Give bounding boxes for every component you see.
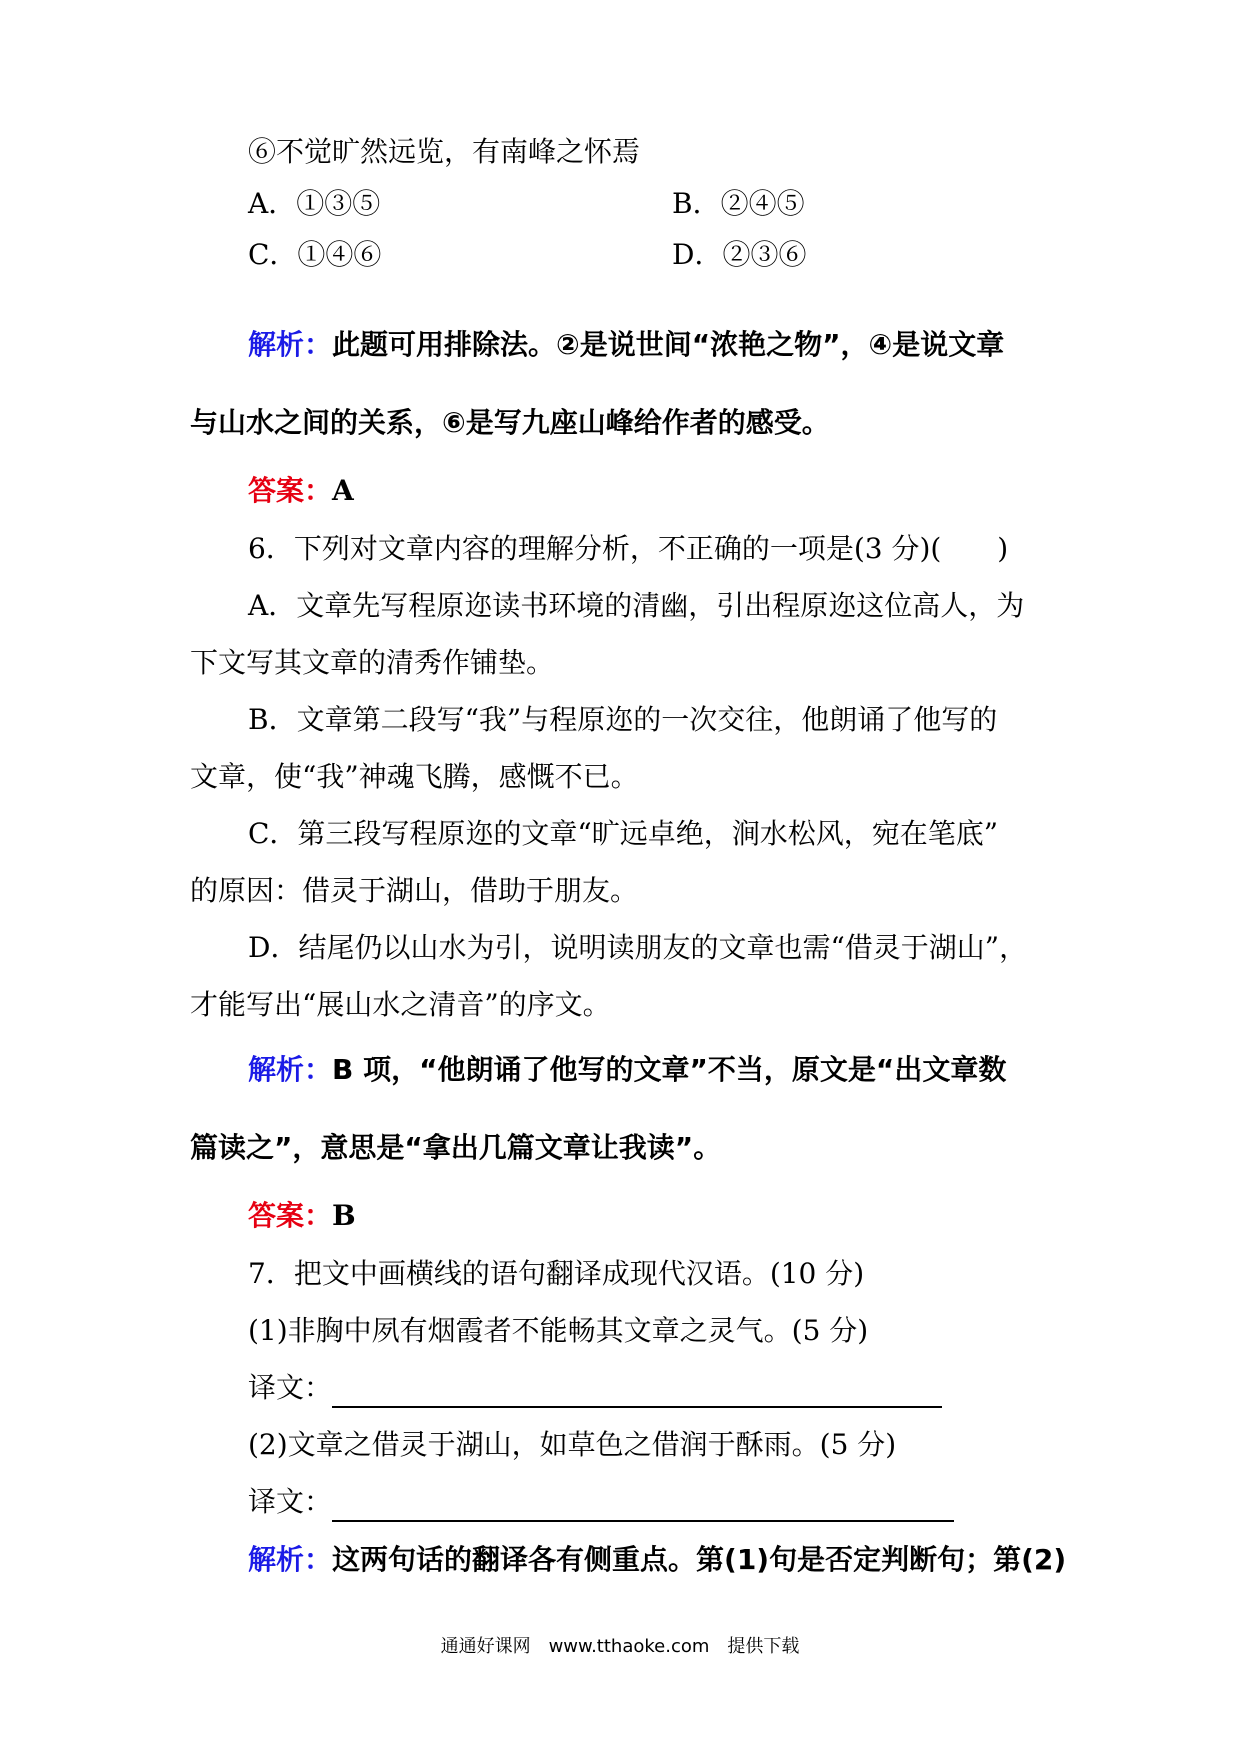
q6-option-b-line-b: 文章，使“我”神魂飞腾，感慨不已。 — [190, 760, 639, 793]
answer-blank-1[interactable] — [332, 1376, 942, 1408]
analysis-text: 这两句话的翻译各有侧重点。第(1)句是否定判断句；第(2) — [332, 1543, 1067, 1576]
q6-option-c-line-a: C．第三段写程原迩的文章“旷远卓绝，涧水松风，宛在笔底” — [248, 817, 999, 850]
question-7: 7．把文中画横线的语句翻译成现代汉语。(10 分) — [248, 1257, 865, 1290]
analysis-label: 解析： — [248, 1053, 333, 1086]
translation-2 — [248, 1482, 954, 1522]
choice-a: A．①③⑤ — [248, 187, 381, 220]
translation-label: 译文： — [248, 1485, 333, 1518]
translation-1 — [248, 1368, 942, 1408]
page-footer: 通通好课网 www.tthaoke.com 提供下载 — [440, 1636, 800, 1657]
analysis-text: 篇读之”，意思是“拿出几篇文章让我读”。 — [190, 1131, 722, 1164]
question-7-part-2: (2)文章之借灵于湖山，如草色之借润于酥雨。(5 分) — [248, 1428, 897, 1461]
analysis-label: 解析： — [248, 328, 333, 361]
q6-option-a-line-a: A．文章先写程原迩读书环境的清幽，引出程原迩这位高人，为 — [248, 589, 1025, 622]
q6-option-d-line-b: 才能写出“展山水之清音”的序文。 — [190, 988, 611, 1021]
answer-blank-2[interactable] — [332, 1490, 954, 1522]
q6-option-b-line-a: B．文章第二段写“我”与程原迩的一次交往，他朗诵了他写的 — [248, 703, 998, 736]
translation-label: 译文： — [248, 1371, 333, 1404]
answer-label: 答案： — [248, 1199, 333, 1232]
choice-d: D．②③⑥ — [672, 238, 807, 271]
q6-option-a-line-b: 下文写其文章的清秀作铺垫。 — [190, 646, 555, 679]
answer-value: B — [332, 1199, 356, 1232]
answer-1 — [248, 471, 354, 511]
analysis-1-line-a — [248, 325, 1004, 365]
analysis-label: 解析： — [248, 1543, 333, 1576]
answer-2 — [248, 1196, 356, 1236]
answer-label: 答案： — [248, 474, 333, 507]
choice-c: C．①④⑥ — [248, 238, 382, 271]
option-line-6: ⑥不觉旷然远览，有南峰之怀焉 — [248, 135, 641, 168]
question-6: 6．下列对文章内容的理解分析，不正确的一项是(3 分)( ) — [248, 532, 1009, 565]
answer-value: A — [332, 474, 354, 507]
analysis-text: B 项，“他朗诵了他写的文章”不当，原文是“出文章数 — [332, 1053, 1007, 1086]
analysis-2-line-b — [190, 1128, 721, 1168]
q6-option-d-line-a: D．结尾仍以山水为引，说明读朋友的文章也需“借灵于湖山”， — [248, 931, 1028, 964]
analysis-text: 与山水之间的关系，⑥是写九座山峰给作者的感受。 — [190, 406, 830, 439]
analysis-1-line-b — [190, 403, 830, 443]
analysis-2-line-a — [248, 1050, 1006, 1090]
analysis-3 — [248, 1540, 1066, 1580]
q6-option-c-line-b: 的原因：借灵于湖山，借助于朋友。 — [190, 874, 639, 907]
analysis-text: 此题可用排除法。②是说世间“浓艳之物”，④是说文章 — [332, 328, 1005, 361]
question-7-part-1: (1)非胸中夙有烟霞者不能畅其文章之灵气。(5 分) — [248, 1314, 869, 1347]
choice-b: B．②④⑤ — [672, 187, 805, 220]
